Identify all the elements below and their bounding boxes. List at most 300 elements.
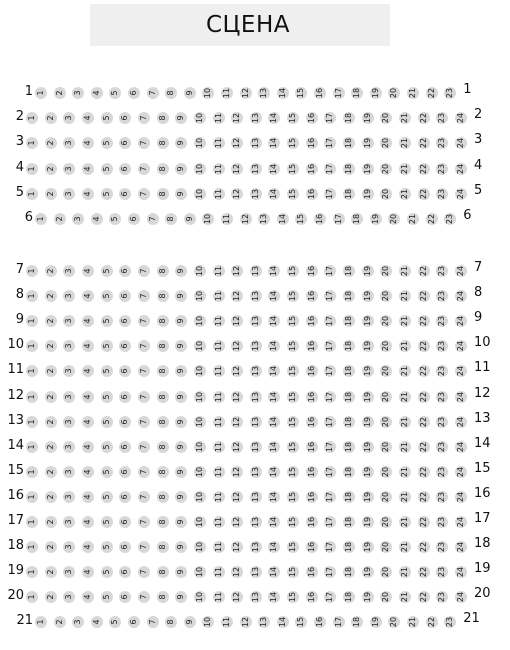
seat[interactable] — [407, 616, 419, 628]
seat[interactable] — [175, 315, 187, 327]
seat[interactable] — [194, 491, 206, 503]
seat[interactable] — [82, 365, 94, 377]
seat[interactable] — [324, 265, 336, 277]
seat[interactable] — [138, 441, 150, 453]
seat[interactable] — [399, 391, 411, 403]
seat[interactable] — [175, 265, 187, 277]
seat[interactable] — [26, 566, 38, 578]
seat[interactable] — [380, 163, 392, 175]
seat[interactable] — [324, 441, 336, 453]
seat[interactable] — [306, 290, 318, 302]
seat[interactable] — [175, 340, 187, 352]
seat[interactable] — [343, 163, 355, 175]
seat[interactable] — [138, 265, 150, 277]
seat[interactable] — [63, 290, 75, 302]
seat[interactable] — [418, 112, 430, 124]
seat[interactable] — [455, 466, 467, 478]
seat[interactable] — [82, 290, 94, 302]
seat[interactable] — [147, 616, 159, 628]
seat[interactable] — [157, 491, 169, 503]
seat[interactable] — [333, 616, 345, 628]
seat[interactable] — [231, 391, 243, 403]
seat[interactable] — [119, 541, 131, 553]
seat[interactable] — [157, 163, 169, 175]
seat[interactable] — [63, 315, 75, 327]
seat[interactable] — [287, 188, 299, 200]
seat[interactable] — [343, 591, 355, 603]
seat[interactable] — [119, 188, 131, 200]
seat[interactable] — [418, 516, 430, 528]
seat[interactable] — [306, 566, 318, 578]
seat[interactable] — [45, 315, 57, 327]
seat[interactable] — [157, 315, 169, 327]
seat[interactable] — [418, 441, 430, 453]
seat[interactable] — [101, 491, 113, 503]
seat[interactable] — [175, 163, 187, 175]
seat[interactable] — [157, 441, 169, 453]
seat[interactable] — [287, 265, 299, 277]
seat[interactable] — [63, 591, 75, 603]
seat[interactable] — [157, 566, 169, 578]
seat[interactable] — [455, 265, 467, 277]
seat[interactable] — [54, 616, 66, 628]
seat[interactable] — [231, 466, 243, 478]
seat[interactable] — [101, 391, 113, 403]
seat[interactable] — [324, 290, 336, 302]
seat[interactable] — [362, 265, 374, 277]
seat[interactable] — [45, 137, 57, 149]
seat[interactable] — [250, 491, 262, 503]
seat[interactable] — [455, 365, 467, 377]
seat[interactable] — [362, 188, 374, 200]
seat[interactable] — [287, 441, 299, 453]
seat[interactable] — [324, 365, 336, 377]
seat[interactable] — [343, 441, 355, 453]
seat[interactable] — [101, 290, 113, 302]
seat[interactable] — [109, 616, 121, 628]
seat[interactable] — [399, 265, 411, 277]
seat[interactable] — [268, 137, 280, 149]
seat[interactable] — [138, 466, 150, 478]
seat[interactable] — [157, 466, 169, 478]
seat[interactable] — [231, 566, 243, 578]
seat[interactable] — [306, 441, 318, 453]
seat[interactable] — [165, 616, 177, 628]
seat[interactable] — [157, 365, 169, 377]
seat[interactable] — [314, 213, 326, 225]
seat[interactable] — [380, 416, 392, 428]
seat[interactable] — [268, 265, 280, 277]
seat[interactable] — [101, 340, 113, 352]
seat[interactable] — [343, 566, 355, 578]
seat[interactable] — [418, 365, 430, 377]
seat[interactable] — [194, 566, 206, 578]
seat[interactable] — [221, 87, 233, 99]
seat[interactable] — [101, 265, 113, 277]
seat[interactable] — [380, 137, 392, 149]
seat[interactable] — [240, 213, 252, 225]
seat[interactable] — [175, 516, 187, 528]
seat[interactable] — [26, 290, 38, 302]
seat[interactable] — [138, 591, 150, 603]
seat[interactable] — [82, 315, 94, 327]
seat[interactable] — [287, 365, 299, 377]
seat[interactable] — [82, 137, 94, 149]
seat[interactable] — [213, 491, 225, 503]
seat[interactable] — [295, 213, 307, 225]
seat[interactable] — [138, 416, 150, 428]
seat[interactable] — [138, 365, 150, 377]
seat[interactable] — [101, 591, 113, 603]
seat[interactable] — [314, 87, 326, 99]
seat[interactable] — [138, 163, 150, 175]
seat[interactable] — [250, 315, 262, 327]
seat[interactable] — [231, 491, 243, 503]
seat[interactable] — [175, 591, 187, 603]
seat[interactable] — [343, 466, 355, 478]
seat[interactable] — [213, 516, 225, 528]
seat[interactable] — [213, 416, 225, 428]
seat[interactable] — [138, 340, 150, 352]
seat[interactable] — [213, 340, 225, 352]
seat[interactable] — [231, 340, 243, 352]
seat[interactable] — [138, 188, 150, 200]
seat[interactable] — [268, 516, 280, 528]
seat[interactable] — [119, 112, 131, 124]
seat[interactable] — [101, 137, 113, 149]
seat[interactable] — [63, 137, 75, 149]
seat[interactable] — [147, 213, 159, 225]
seat[interactable] — [287, 163, 299, 175]
seat[interactable] — [63, 365, 75, 377]
seat[interactable] — [194, 441, 206, 453]
seat[interactable] — [380, 391, 392, 403]
seat[interactable] — [287, 290, 299, 302]
seat[interactable] — [138, 290, 150, 302]
seat[interactable] — [82, 591, 94, 603]
seat[interactable] — [306, 188, 318, 200]
seat[interactable] — [343, 315, 355, 327]
seat[interactable] — [184, 213, 196, 225]
seat[interactable] — [324, 566, 336, 578]
seat[interactable] — [157, 137, 169, 149]
seat[interactable] — [362, 491, 374, 503]
seat[interactable] — [101, 112, 113, 124]
seat[interactable] — [119, 391, 131, 403]
seat[interactable] — [101, 516, 113, 528]
seat[interactable] — [343, 290, 355, 302]
seat[interactable] — [175, 365, 187, 377]
seat[interactable] — [138, 112, 150, 124]
seat[interactable] — [268, 416, 280, 428]
seat[interactable] — [194, 188, 206, 200]
seat[interactable] — [343, 391, 355, 403]
seat[interactable] — [455, 137, 467, 149]
seat[interactable] — [418, 163, 430, 175]
seat[interactable] — [343, 112, 355, 124]
seat[interactable] — [82, 391, 94, 403]
seat[interactable] — [324, 491, 336, 503]
seat[interactable] — [35, 213, 47, 225]
seat[interactable] — [26, 441, 38, 453]
seat[interactable] — [362, 163, 374, 175]
seat[interactable] — [268, 391, 280, 403]
seat[interactable] — [287, 315, 299, 327]
seat[interactable] — [343, 491, 355, 503]
seat[interactable] — [194, 137, 206, 149]
seat[interactable] — [175, 441, 187, 453]
seat[interactable] — [418, 137, 430, 149]
seat[interactable] — [45, 516, 57, 528]
seat[interactable] — [455, 416, 467, 428]
seat[interactable] — [184, 87, 196, 99]
seat[interactable] — [436, 516, 448, 528]
seat[interactable] — [231, 137, 243, 149]
seat[interactable] — [399, 491, 411, 503]
seat[interactable] — [324, 340, 336, 352]
seat[interactable] — [314, 616, 326, 628]
seat[interactable] — [306, 491, 318, 503]
seat[interactable] — [231, 441, 243, 453]
seat[interactable] — [370, 87, 382, 99]
seat[interactable] — [221, 616, 233, 628]
seat[interactable] — [277, 616, 289, 628]
seat[interactable] — [213, 265, 225, 277]
seat[interactable] — [194, 365, 206, 377]
seat[interactable] — [54, 213, 66, 225]
seat[interactable] — [426, 213, 438, 225]
seat[interactable] — [45, 112, 57, 124]
seat[interactable] — [306, 391, 318, 403]
seat[interactable] — [250, 566, 262, 578]
seat[interactable] — [426, 616, 438, 628]
seat[interactable] — [213, 441, 225, 453]
seat[interactable] — [351, 616, 363, 628]
seat[interactable] — [175, 112, 187, 124]
seat[interactable] — [82, 416, 94, 428]
seat[interactable] — [213, 315, 225, 327]
seat[interactable] — [287, 516, 299, 528]
seat[interactable] — [306, 516, 318, 528]
seat[interactable] — [380, 466, 392, 478]
seat[interactable] — [240, 616, 252, 628]
seat[interactable] — [268, 290, 280, 302]
seat[interactable] — [455, 290, 467, 302]
seat[interactable] — [45, 365, 57, 377]
seat[interactable] — [258, 616, 270, 628]
seat[interactable] — [418, 566, 430, 578]
seat[interactable] — [45, 391, 57, 403]
seat[interactable] — [436, 290, 448, 302]
seat[interactable] — [165, 87, 177, 99]
seat[interactable] — [82, 466, 94, 478]
seat[interactable] — [268, 188, 280, 200]
seat[interactable] — [343, 416, 355, 428]
seat[interactable] — [63, 441, 75, 453]
seat[interactable] — [101, 365, 113, 377]
seat[interactable] — [250, 188, 262, 200]
seat[interactable] — [63, 340, 75, 352]
seat[interactable] — [268, 466, 280, 478]
seat[interactable] — [343, 340, 355, 352]
seat[interactable] — [128, 87, 140, 99]
seat[interactable] — [101, 188, 113, 200]
seat[interactable] — [418, 391, 430, 403]
seat[interactable] — [399, 416, 411, 428]
seat[interactable] — [119, 290, 131, 302]
seat[interactable] — [63, 188, 75, 200]
seat[interactable] — [380, 265, 392, 277]
seat[interactable] — [45, 541, 57, 553]
seat[interactable] — [194, 516, 206, 528]
seat[interactable] — [436, 315, 448, 327]
seat[interactable] — [157, 391, 169, 403]
seat[interactable] — [82, 112, 94, 124]
seat[interactable] — [240, 87, 252, 99]
seat[interactable] — [231, 516, 243, 528]
seat[interactable] — [202, 87, 214, 99]
seat[interactable] — [324, 112, 336, 124]
seat[interactable] — [213, 290, 225, 302]
seat[interactable] — [250, 591, 262, 603]
seat[interactable] — [436, 188, 448, 200]
seat[interactable] — [399, 516, 411, 528]
seat[interactable] — [157, 416, 169, 428]
seat[interactable] — [380, 112, 392, 124]
seat[interactable] — [287, 566, 299, 578]
seat[interactable] — [175, 466, 187, 478]
seat[interactable] — [26, 340, 38, 352]
seat[interactable] — [194, 112, 206, 124]
seat[interactable] — [324, 591, 336, 603]
seat[interactable] — [72, 616, 84, 628]
seat[interactable] — [362, 416, 374, 428]
seat[interactable] — [268, 365, 280, 377]
seat[interactable] — [306, 315, 318, 327]
seat[interactable] — [63, 466, 75, 478]
seat[interactable] — [213, 391, 225, 403]
seat[interactable] — [184, 616, 196, 628]
seat[interactable] — [306, 541, 318, 553]
seat[interactable] — [455, 112, 467, 124]
seat[interactable] — [426, 87, 438, 99]
seat[interactable] — [399, 466, 411, 478]
seat[interactable] — [26, 265, 38, 277]
seat[interactable] — [287, 137, 299, 149]
seat[interactable] — [45, 163, 57, 175]
seat[interactable] — [250, 541, 262, 553]
seat[interactable] — [388, 87, 400, 99]
seat[interactable] — [455, 163, 467, 175]
seat[interactable] — [82, 340, 94, 352]
seat[interactable] — [138, 491, 150, 503]
seat[interactable] — [362, 466, 374, 478]
seat[interactable] — [109, 213, 121, 225]
seat[interactable] — [324, 137, 336, 149]
seat[interactable] — [436, 416, 448, 428]
seat[interactable] — [418, 265, 430, 277]
seat[interactable] — [362, 340, 374, 352]
seat[interactable] — [306, 591, 318, 603]
seat[interactable] — [119, 340, 131, 352]
seat[interactable] — [333, 87, 345, 99]
seat[interactable] — [436, 265, 448, 277]
seat[interactable] — [418, 591, 430, 603]
seat[interactable] — [324, 163, 336, 175]
seat[interactable] — [258, 213, 270, 225]
seat[interactable] — [194, 315, 206, 327]
seat[interactable] — [250, 416, 262, 428]
seat[interactable] — [268, 112, 280, 124]
seat[interactable] — [362, 112, 374, 124]
seat[interactable] — [250, 441, 262, 453]
seat[interactable] — [202, 616, 214, 628]
seat[interactable] — [91, 616, 103, 628]
seat[interactable] — [407, 213, 419, 225]
seat[interactable] — [250, 265, 262, 277]
seat[interactable] — [250, 112, 262, 124]
seat[interactable] — [287, 391, 299, 403]
seat[interactable] — [436, 441, 448, 453]
seat[interactable] — [175, 566, 187, 578]
seat[interactable] — [362, 315, 374, 327]
seat[interactable] — [324, 416, 336, 428]
seat[interactable] — [444, 87, 456, 99]
seat[interactable] — [324, 466, 336, 478]
seat[interactable] — [82, 188, 94, 200]
seat[interactable] — [268, 491, 280, 503]
seat[interactable] — [268, 163, 280, 175]
seat[interactable] — [101, 541, 113, 553]
seat[interactable] — [388, 213, 400, 225]
seat[interactable] — [231, 188, 243, 200]
seat[interactable] — [26, 112, 38, 124]
seat[interactable] — [26, 491, 38, 503]
seat[interactable] — [194, 466, 206, 478]
seat[interactable] — [277, 213, 289, 225]
seat[interactable] — [157, 188, 169, 200]
seat[interactable] — [119, 491, 131, 503]
seat[interactable] — [175, 541, 187, 553]
seat[interactable] — [231, 163, 243, 175]
seat[interactable] — [287, 416, 299, 428]
seat[interactable] — [101, 566, 113, 578]
seat[interactable] — [399, 365, 411, 377]
seat[interactable] — [101, 416, 113, 428]
seat[interactable] — [250, 340, 262, 352]
seat[interactable] — [436, 491, 448, 503]
seat[interactable] — [399, 290, 411, 302]
seat[interactable] — [221, 213, 233, 225]
seat[interactable] — [138, 566, 150, 578]
seat[interactable] — [231, 290, 243, 302]
seat[interactable] — [351, 87, 363, 99]
seat[interactable] — [202, 213, 214, 225]
seat[interactable] — [45, 566, 57, 578]
seat[interactable] — [101, 315, 113, 327]
seat[interactable] — [26, 516, 38, 528]
seat[interactable] — [138, 516, 150, 528]
seat[interactable] — [175, 290, 187, 302]
seat[interactable] — [91, 87, 103, 99]
seat[interactable] — [72, 213, 84, 225]
seat[interactable] — [138, 541, 150, 553]
seat[interactable] — [455, 491, 467, 503]
seat[interactable] — [399, 541, 411, 553]
seat[interactable] — [399, 441, 411, 453]
seat[interactable] — [82, 541, 94, 553]
seat[interactable] — [91, 213, 103, 225]
